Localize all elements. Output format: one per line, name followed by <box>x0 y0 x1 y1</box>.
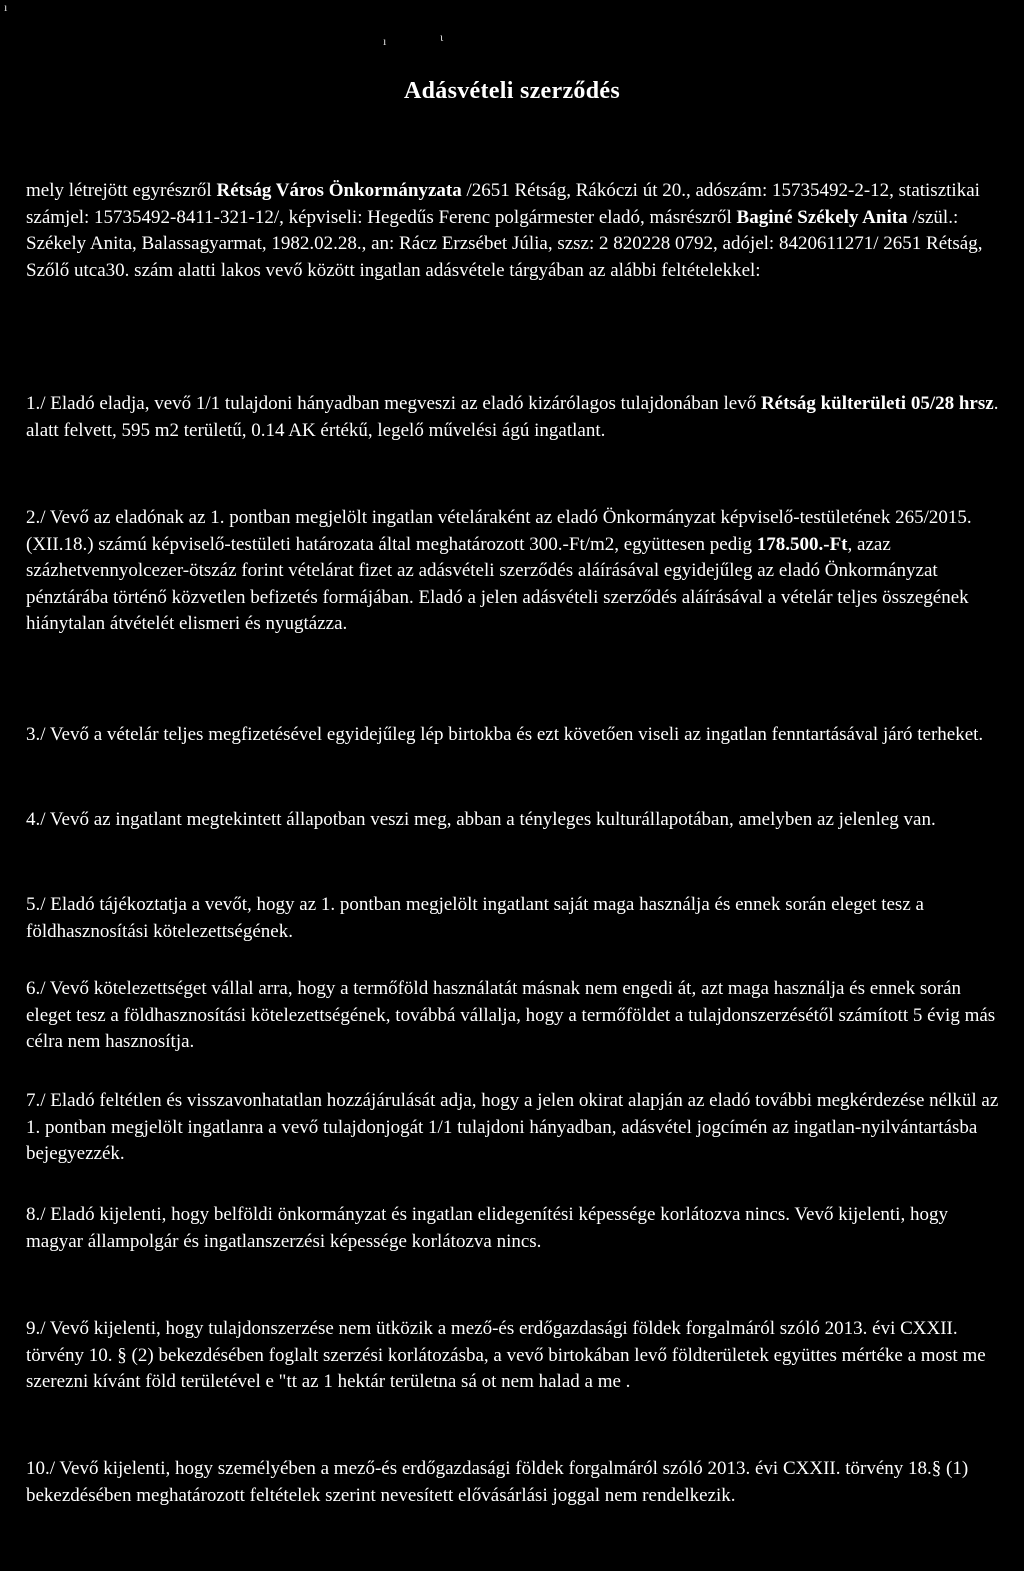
clause-10: 10./ Vevő kijelenti, hogy személyében a mező-és erdőgazdasági földek forgalmáról szóló 2013. évi CXXII. törvény 18.§ (1) bekezdésében meghatározott feltételek szerint nevesített elővásárlási joggal nem rendelkezik. <box>26 1458 969 1506</box>
clause-9: 9./ Vevő kijelenti, hogy tulajdonszerzése nem ütközik a mező-és erdőgazdasági földek forgalmáról szóló 2013. évi CXXII. törvény 10. § (2) bekezdésében foglalt szerzési korlátozásba, a vevő birtokában levő földterületek együttes mértéke a most me szerezni kívánt föld területével e "tt az 1 hektár területna sá ot nem halad a me . <box>26 1318 986 1392</box>
clause-6: 6./ Vevő kötelezettséget vállal arra, hogy a termőföld használatát másnak nem engedi át, azt maga használja és ennek során eleget tesz a földhasznosítási kötelezettségének, továbbá vállalja, hogy a termőföldet a tulajdonszerzésétől számított 5 évig más célra nem hasznosítja. <box>26 978 996 1052</box>
clause-4: 4./ Vevő az ingatlant megtekintett állapotban veszi meg, abban a tényleges kulturállapotában, amelyben az jelenleg van. <box>26 809 936 830</box>
clause-3: 3./ Vevő a vételár teljes megfizetésével egyidejűleg lép birtokba és ezt követően viseli az ingatlan fenntartásával járó terheket. <box>26 724 984 745</box>
seller-name: Rétság Város Önkormányzata <box>216 180 462 201</box>
clause-2: 2./ Vevő az eladónak az 1. pontban megjelölt ingatlan vételáraként az eladó Önkormányzat képviselő-testületének 265/2015.(XII.18.) számú képviselő-testületi határozata által meghatározott 300.-Ft/m2, együttesen pedig 178.500.-Ft, azaz százhetvennyolcezer-ötszáz forint vételárat fizet az adásvételi szerződés aláírásával egyidejűleg az eladó Önkormányzat pénztárába történő közvetlen befizetés formájában. Eladó a jelen adásvételi szerződés aláírásával a vételár teljes összegének hiánytalan átvételét elismeri és nyugtázza. <box>26 507 972 634</box>
clause-1: 1./ Eladó eladja, vevő 1/1 tulajdoni hányadban megveszi az eladó kizárólagos tulajdonában levő Rétság külterületi 05/28 hrsz. alatt felvett, 595 m2 területű, 0.14 AK értékű, legelő művelési ágú ingatlant. <box>26 393 999 441</box>
property-reference: Rétság külterületi 05/28 hrsz <box>760 393 994 414</box>
clause-7: 7./ Eladó feltétlen és visszavonhatatlan hozzájárulását adja, hogy a jelen okirat alapján az eladó további megkérdezése nélkül az 1. pontban megjelölt ingatlanra a vevő tulajdonjogát 1/1 tulajdoni hányadban, adásvétel jogcímén az ingatlan-nyilvántartásba bejegyezzék. <box>26 1090 999 1164</box>
intro-paragraph: mely létrejött egyrészről Rétság Város Önkormányzata /2651 Rétság, Rákóczi út 20., adószám: 15735492-2-12, statisztikai számjel: 15735492-8411-321-12/, képviseli: Hegedűs Ferenc polgármester eladó, másrészről Baginé Székely Anita /szül.: Székely Anita, Balassagyarmat, 1982.02.28., an: Rácz Erzsébet Júlia, szsz: 2 820228 0792, adójel: 8420611271/ 2651 Rétság, Szőlő utca30. szám alatti lakos vevő között ingatlan adásvétele tárgyában az alábbi feltételekkel: <box>26 180 983 281</box>
scan-mark: ι <box>440 30 444 44</box>
purchase-price: 178.500.-Ft <box>756 533 848 555</box>
clause-8: 8./ Eladó kijelenti, hogy belföldi önkormányzat és ingatlan elidegenítési képessége korlátozva nincs. Vevő kijelenti, hogy magyar állampolgár és ingatlanszerzési képessége korlátozva nincs. <box>26 1204 948 1252</box>
scan-mark: ı <box>383 34 387 48</box>
scan-mark: ı <box>4 0 8 14</box>
clause-5: 5./ Eladó tájékoztatja a vevőt, hogy az 1. pontban megjelölt ingatlant saját maga használja és ennek során eleget tesz a földhasznosítási kötelezettségének. <box>26 894 924 942</box>
document-title: Adásvételi szerződés <box>404 78 620 104</box>
buyer-name: Baginé Székely Anita <box>736 206 908 228</box>
